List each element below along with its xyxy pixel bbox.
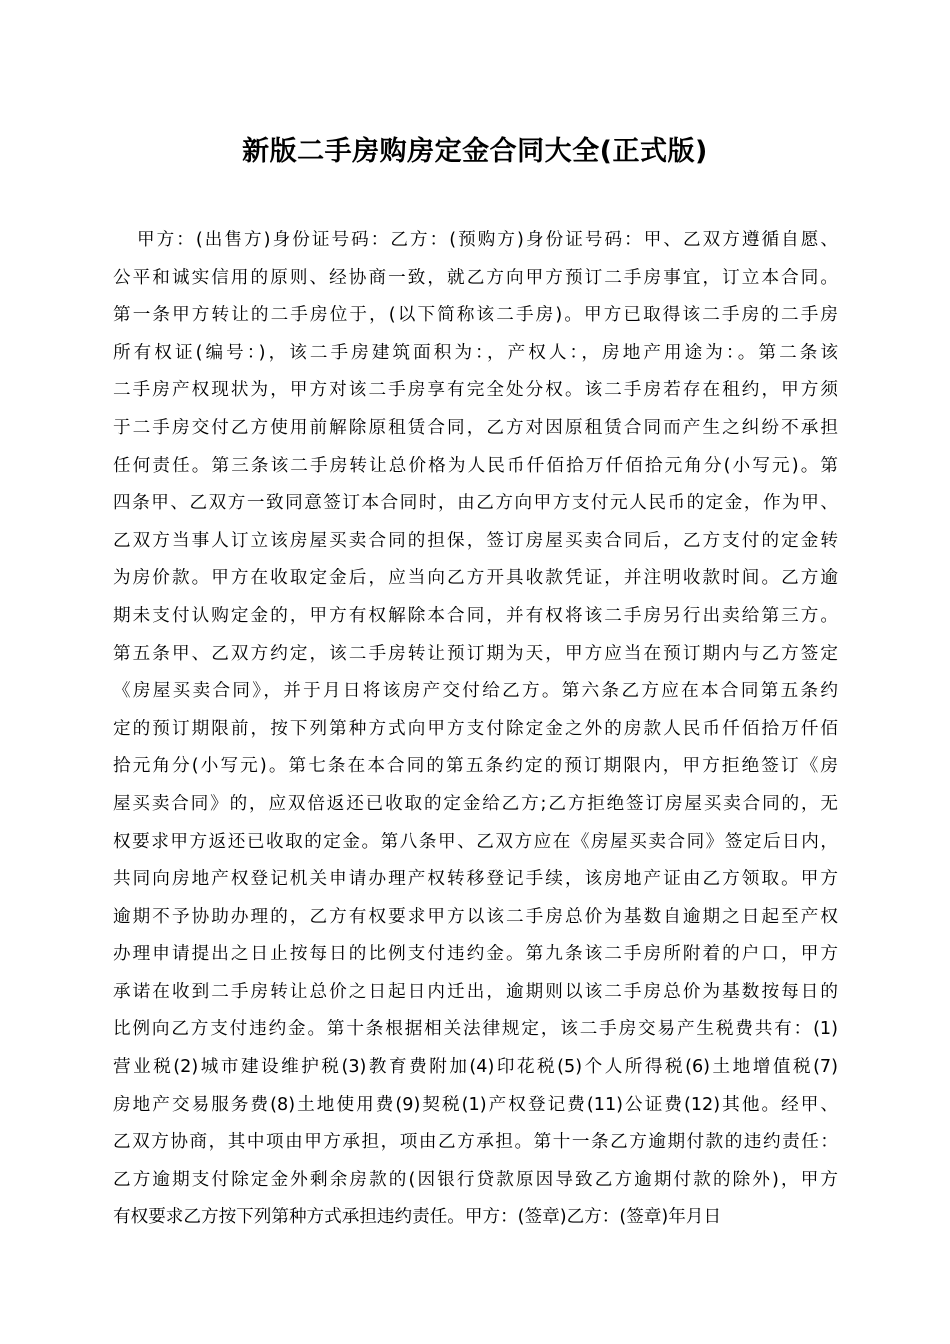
paragraph-line: 公平和诚实信用的原则、经协商一致，就乙方向甲方预订二手房事宜，订立本合同。 (113, 267, 838, 288)
paragraph-line: 房地产交易服务费(8)土地使用费(9)契税(1)产权登记费(11)公证费(12)其他。经甲、 (113, 1094, 838, 1115)
paragraph-line: 甲方：(出售方)身份证号码：乙方：(预购方)身份证号码：甲、乙双方遵循自愿、 (137, 230, 838, 250)
paragraph-line: 承诺在收到二手房转让总价之日起日内迁出，逾期则以该二手房总价为基数按每日的 (113, 981, 838, 1002)
paragraph-line: 所有权证(编号：)，该二手房建筑面积为：，产权人：，房地产用途为：。第二条该 (113, 342, 838, 363)
document-title: 新版二手房购房定金合同大全(正式版) (242, 136, 708, 167)
paragraph-line: 乙双方协商，其中项由甲方承担，项由乙方承担。第十一条乙方逾期付款的违约责任： (113, 1132, 838, 1153)
paragraph-line: 任何责任。第三条该二手房转让总价格为人民币仟佰拾万仟佰拾元角分(小写元)。第 (113, 455, 838, 476)
paragraph-line: 第一条甲方转让的二手房位于，(以下简称该二手房)。甲方已取得该二手房的二手房 (113, 305, 838, 326)
paragraph-line: 屋买卖合同》的，应双倍返还已收取的定金给乙方;乙方拒绝签订房屋买卖合同的，无 (113, 793, 838, 814)
paragraph-line: 拾元角分(小写元)。第七条在本合同的第五条约定的预订期限内，甲方拒绝签订《房 (113, 756, 838, 777)
paragraph-line: 为房价款。甲方在收取定金后，应当向乙方开具收款凭证，并注明收款时间。乙方逾 (113, 568, 838, 589)
paragraph-line: 二手房产权现状为，甲方对该二手房享有完全处分权。该二手房若存在租约，甲方须 (113, 380, 838, 401)
paragraph-line: 第五条甲、乙双方约定，该二手房转让预订期为天，甲方应当在预订期内与乙方签定 (113, 643, 838, 664)
paragraph-line: 逾期不予协助办理的，乙方有权要求甲方以该二手房总价为基数自逾期之日起至产权 (113, 906, 838, 927)
paragraph-line: 乙双方当事人订立该房屋买卖合同的担保，签订房屋买卖合同后，乙方支付的定金转 (113, 530, 838, 551)
paragraph-line: 共同向房地产权登记机关申请办理产权转移登记手续，该房地产证由乙方领取。甲方 (113, 869, 838, 890)
paragraph-line: 权要求甲方返还已收取的定金。第八条甲、乙双方应在《房屋买卖合同》签定后日内， (113, 831, 838, 852)
paragraph-line: 《房屋买卖合同》，并于月日将该房产交付给乙方。第六条乙方应在本合同第五条约 (113, 681, 838, 702)
contract-body (113, 222, 838, 1237)
paragraph-line: 于二手房交付乙方使用前解除原租赁合同，乙方对因原租赁合同而产生之纠纷不承担 (113, 417, 838, 438)
paragraph-line: 期未支付认购定金的，甲方有权解除本合同，并有权将该二手房另行出卖给第三方。 (113, 605, 838, 626)
paragraph-line: 四条甲、乙双方一致同意签订本合同时，由乙方向甲方支付元人民币的定金，作为甲、 (113, 493, 838, 514)
paragraph-line: 乙方逾期支付除定金外剩余房款的(因银行贷款原因导致乙方逾期付款的除外)，甲方 (113, 1169, 838, 1190)
paragraph-line: 营业税(2)城市建设维护税(3)教育费附加(4)印花税(5)个人所得税(6)土地增值税(7) (113, 1057, 838, 1078)
paragraph-line: 比例向乙方支付违约金。第十条根据相关法律规定，该二手房交易产生税费共有：(1) (113, 1019, 838, 1040)
paragraph-line-signature: 有权要求乙方按下列第种方式承担违约责任。甲方：(签章)乙方：(签章)年月日 (113, 1207, 722, 1228)
paragraph-line: 办理申请提出之日止按每日的比例支付违约金。第九条该二手房所附着的户口，甲方 (113, 944, 838, 965)
paragraph-line: 定的预订期限前，按下列第种方式向甲方支付除定金之外的房款人民币仟佰拾万仟佰 (113, 718, 838, 739)
